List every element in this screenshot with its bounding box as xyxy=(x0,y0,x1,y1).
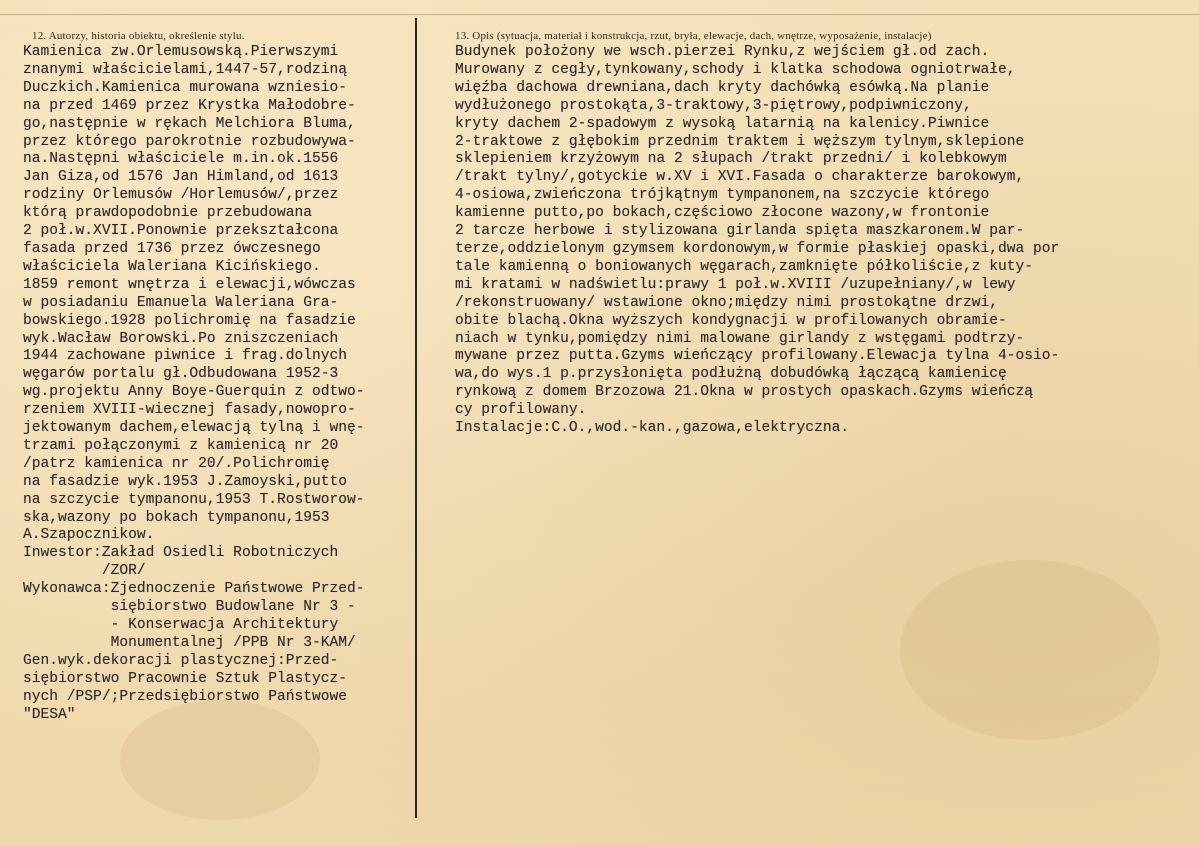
right-text-line: Murowany z cegły,tynkowany,schody i klatka schodowa ogniotrwałe, xyxy=(455,61,1016,78)
right-text-line: 2 tarcze herbowe i stylizowana girlanda spięta maszkaronem.W par- xyxy=(455,223,1025,240)
left-text-line: wg.projektu Anny Boye-Guerquin z odtwo- xyxy=(23,384,365,401)
right-text-line: Instalacje:C.O.,wod.-kan.,gazowa,elektryczna. xyxy=(455,420,850,437)
right-text-line: mi kratami w nadświetlu:prawy 1 poł.w.XVIII /uzupełniany/,w lewy xyxy=(455,276,1016,293)
left-text-line: - Konserwacja Architektury xyxy=(23,617,339,633)
left-text-line: Jan Giza,od 1576 Jan Himland,od 1613 xyxy=(23,169,339,186)
left-text-line: na przed 1469 przez Krystka Małodobre- xyxy=(23,97,356,114)
left-text-line: siębiorstwo Pracownie Sztuk Plastycz- xyxy=(23,670,348,687)
left-text-line: Wykonawca:Zjednoczenie Państwowe Przed- xyxy=(23,581,365,598)
left-text-line: /patrz kamienica nr 20/.Polichromię xyxy=(23,455,330,472)
right-text-line: tale kamienną o boniowanych węgarach,zamknięte półkoliście,z kuty- xyxy=(455,258,1034,275)
left-text-line: go,następnie w rękach Melchiora Bluma, xyxy=(23,115,356,132)
right-text-line: więźba dachowa drewniana,dach kryty dachówką esówką.Na planie xyxy=(455,79,990,96)
left-text-line: jektowanym dachem,elewacją tylną i wnę- xyxy=(23,420,365,437)
left-text-line: w posiadaniu Emanuela Waleriana Gra- xyxy=(23,294,339,311)
right-text-line: cy profilowany. xyxy=(455,402,587,419)
right-text-line: rynkową z domem Brzozowa 21.Okna w prostych opaskach.Gzyms wieńczą xyxy=(455,384,1034,401)
right-text-line: kryty dachem 2-spadowym z wysoką latarnią na kalenicy.Piwnice xyxy=(455,115,990,132)
right-text-line: kamienne putto,po bokach,częściowo złocone wazony,w frontonie xyxy=(455,205,990,222)
paper-stain xyxy=(900,560,1160,740)
right-text-line: 4-osiowa,zwieńczona trójkątnym tympanonem,na szczycie którego xyxy=(455,187,990,204)
right-text-line: /rekonstruowany/ wstawione okno;między nimi prostokątne drzwi, xyxy=(455,294,998,311)
right-text-line: mywane przez putta.Gzyms wieńczący profilowany.Elewacja tylna 4-osio- xyxy=(455,348,1060,365)
left-text-line: rodziny Orlemusów /Horlemusów/,przez xyxy=(23,187,339,204)
left-text-line: na.Następni właściciele m.in.ok.1556 xyxy=(23,151,339,168)
left-text-line: Gen.wyk.dekoracji plastycznej:Przed- xyxy=(23,652,339,669)
left-text-line: Kamienica zw.Orlemusowską.Pierwszymi xyxy=(23,44,339,60)
left-text-line: Monumentalnej /PPB Nr 3-KAM/ xyxy=(23,634,356,651)
left-text-line: właściciela Waleriana Kicińskiego. xyxy=(23,258,321,275)
left-text-line: na fasadzie wyk.1953 J.Zamoyski,putto xyxy=(23,473,348,490)
right-text-line: wydłużonego prostokąta,3-traktowy,3-piętrowy,podpiwniczony, xyxy=(455,97,972,114)
right-text-line: /trakt tylny/,gotyckie w.XV i XVI.Fasada o charakterze barokowym, xyxy=(455,169,1025,186)
left-text-line: trzami połączonymi z kamienicą nr 20 xyxy=(23,437,339,454)
left-text-line: /ZOR/ xyxy=(23,563,146,580)
left-text-line: rzeniem XVIII-wiecznej fasady,nowopro- xyxy=(23,402,356,419)
left-text-line: 2 poł.w.XVII.Ponownie przekształcona xyxy=(23,223,339,240)
left-text-line: siębiorstwo Budowlane Nr 3 - xyxy=(23,599,356,616)
left-text-line: przez którego parokrotnie rozbudowywa- xyxy=(23,133,356,150)
left-text-line: ska,wazony po bokach tympanonu,1953 xyxy=(23,509,330,526)
left-text-line: A.Szapocznikow. xyxy=(23,527,155,544)
section-13-typed-text xyxy=(455,44,1059,438)
section-12-header: 12. Autorzy, historia obiektu, określenie stylu. xyxy=(32,30,245,42)
left-text-line: 1859 remont wnętrza i elewacji,wówczas xyxy=(23,276,356,293)
right-text-line: 2-traktowe z głębokim przednim traktem i węższym tylnym,sklepione xyxy=(455,133,1025,150)
left-text-line: nych /PSP/;Przedsiębiorstwo Państwowe xyxy=(23,688,348,705)
left-text-line: bowskiego.1928 polichromię na fasadzie xyxy=(23,312,356,329)
top-rule xyxy=(0,14,1199,15)
left-text-line: wyk.Wacław Borowski.Po zniszczeniach xyxy=(23,330,339,347)
right-text-line: terze,oddzielonym gzymsem kordonowym,w formie płaskiej opaski,dwa por xyxy=(455,240,1060,257)
right-text-line: niach w tynku,pomiędzy nimi malowane girlandy z wstęgami podtrzy- xyxy=(455,330,1025,347)
right-text-line: obite blachą.Okna wyższych kondygnacji w profilowanych obramie- xyxy=(455,312,1007,329)
right-text-line: wa,do wys.1 p.przysłonięta podłużną dobudówką łączącą kamienicę xyxy=(455,366,1007,383)
right-text-line: sklepieniem krzyżowym na 2 słupach /trakt przedni/ i kolebkowym xyxy=(455,151,1007,168)
left-text-line: "DESA" xyxy=(23,706,76,723)
left-text-line: 1944 zachowane piwnice i frag.dolnych xyxy=(23,348,348,365)
left-text-line: na szczycie tympanonu,1953 T.Rostworow- xyxy=(23,491,365,508)
left-text-line: fasada przed 1736 przez ówczesnego xyxy=(23,240,321,257)
left-text-line: którą prawdopodobnie przebudowana xyxy=(23,205,313,222)
left-text-line: węgarów portalu gł.Odbudowana 1952-3 xyxy=(23,366,339,383)
column-divider xyxy=(415,18,417,818)
left-text-line: Inwestor:Zakład Osiedli Robotniczych xyxy=(23,545,339,562)
left-text-line: Duczkich.Kamienica murowana wzniesio- xyxy=(23,79,348,96)
left-text-line: znanymi właścicielami,1447-57,rodziną xyxy=(23,61,348,78)
right-text-line: Budynek położony we wsch.pierzei Rynku,z wejściem gł.od zach. xyxy=(455,44,990,60)
section-12-typed-text xyxy=(23,44,365,724)
section-13-header: 13. Opis (sytuacja, materiał i konstrukcja, rzut, bryła, elewacje, dach, wnętrze, wyposażenie, instalacje) xyxy=(455,30,932,42)
